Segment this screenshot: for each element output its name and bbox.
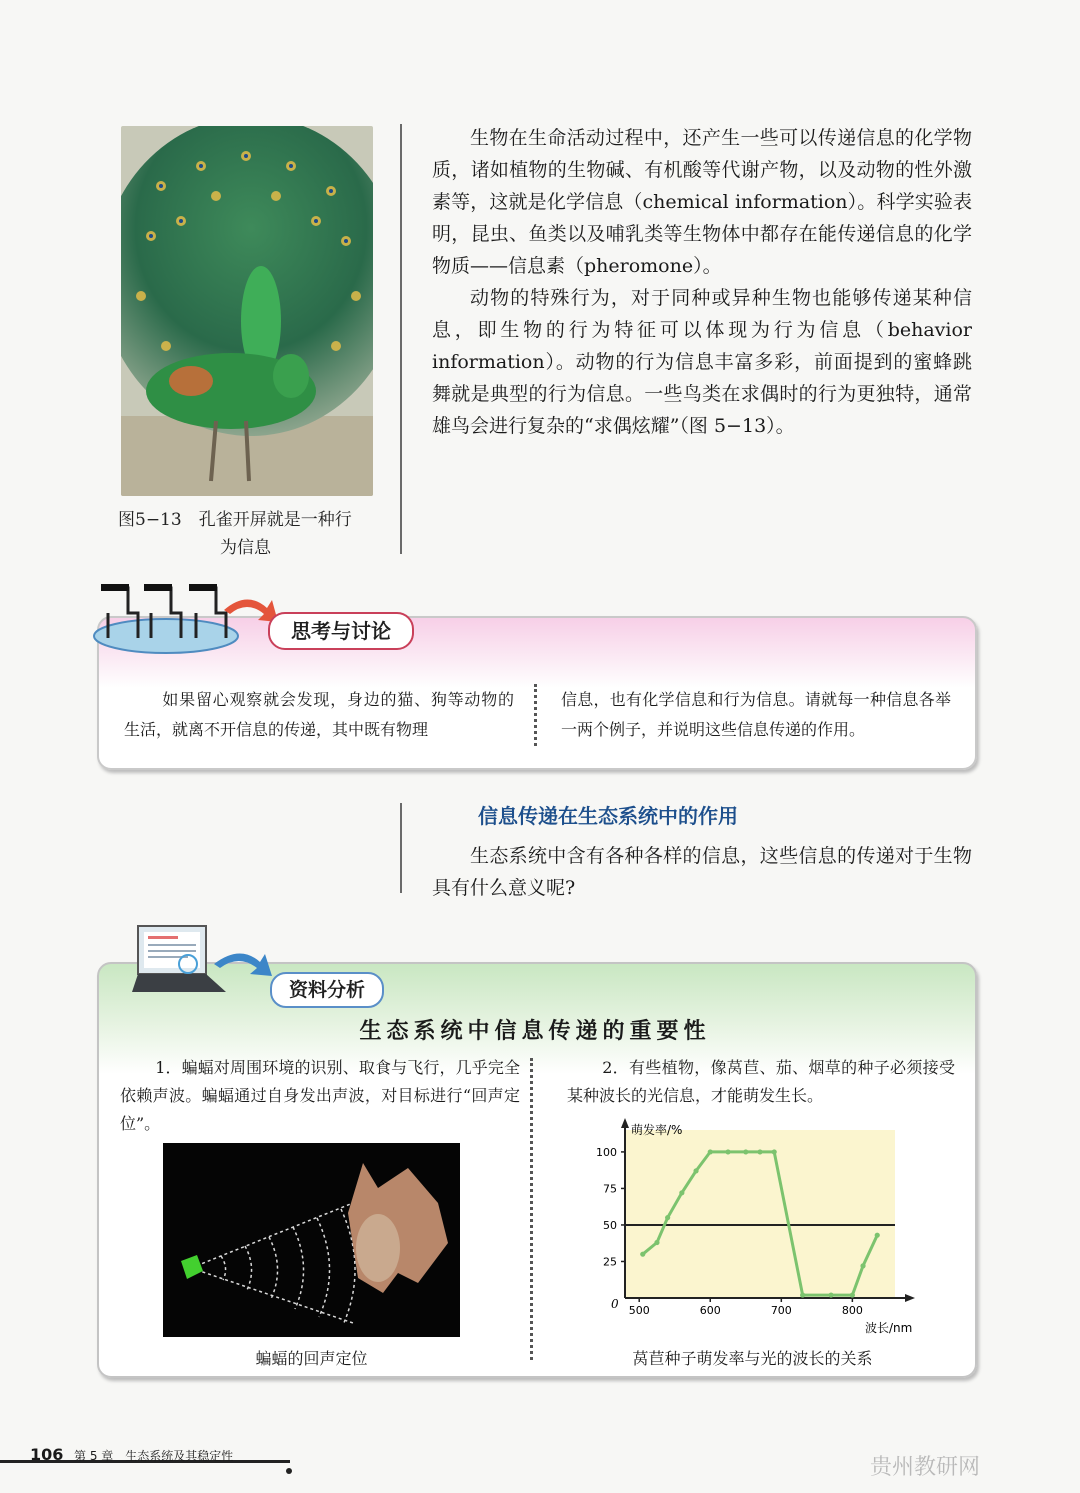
y-tick-label: 50 [603,1218,617,1232]
figure-caption [118,506,388,562]
data-point [743,1149,748,1154]
chart-caption: 莴苣种子萌发率与光的波长的关系 [632,1349,873,1368]
discussion-right-text: 信息，也有化学信息和行为信息。请就每一种信息各举一两个例子，并说明这些信息传递的作用。 [561,690,951,739]
bat-image [163,1143,460,1337]
x-tick-label: 600 [699,1304,721,1317]
footer-dot [286,1468,292,1474]
x-tick-label: 500 [628,1304,650,1317]
data-point [665,1215,670,1220]
arrow-icon [212,944,276,984]
data-point [800,1292,805,1297]
watermark: 贵州教研网 [870,1455,981,1480]
data-point [772,1149,777,1154]
origin-label: 0 [611,1297,619,1311]
x-axis-arrow [905,1294,915,1302]
figure-caption-line1: 图5−13 孔雀开屏就是一种行 [118,510,352,530]
section-text [432,840,972,904]
y-axis-label: 萌发率/% [631,1123,683,1137]
margin-rule [400,124,402,554]
peacock-image [121,126,373,496]
intro-text [432,122,972,442]
data-point [693,1168,698,1173]
data-point [850,1292,855,1297]
data-point [725,1149,730,1154]
data-point [654,1240,659,1245]
bat-caption: 蝙蝠的回声定位 [255,1349,368,1368]
intro-paragraph-1: 生物在生命活动过程中，还产生一些可以传递信息的化学物质，诸如植物的生物碱、有机酸等代谢产物，以及动物的性外激素等，这就是化学信息（chemical information）。科学实验表明，昆虫、鱼类以及哺乳类等生物体中都存在能传递信息的化学物质——信息素（pheromone）。 [432,127,972,277]
data-point [640,1252,645,1257]
section-heading: 信息传递在生态系统中的作用 [478,804,738,828]
x-axis-label: 波长/nm [865,1321,913,1335]
germination-chart [575,1118,955,1343]
page-number: 106 [30,1445,64,1464]
x-tick-label: 800 [841,1304,863,1317]
chapter-title: 第 5 章 生态系统及其稳定性 [74,1449,234,1463]
y-tick-label: 100 [596,1145,617,1159]
plot-background [625,1130,895,1298]
data-point [757,1149,762,1154]
data-left-text: 1．蝙蝠对周围环境的识别、取食与飞行，几乎完全依赖声波。蝙蝠通过自身发出声波，对目标进行“回声定位”。 [120,1058,520,1133]
data-point [860,1263,865,1268]
intro-paragraph-2: 动物的特殊行为，对于同种或异种生物也能够传递某种信息，即生物的行为特征可以体现为行为信息（behavior information）。动物的行为信息丰富多彩，前面提到的蜜蜂跳舞就是典型的行为信息。一些鸟类在求偶时的行为更独特，通常雄鸟会进行复杂的“求偶炫耀”（图 5−13）。 [432,287,972,437]
section-paragraph: 生态系统中含有各种各样的信息，这些信息的传递对于生物具有什么意义呢? [432,845,972,899]
data-point [679,1190,684,1195]
data-point [708,1149,713,1154]
y-tick-label: 25 [603,1255,617,1269]
data-point [828,1292,833,1297]
data-point [875,1233,880,1238]
figure-caption-line2: 为信息 [220,538,271,558]
column-divider [530,1058,533,1360]
margin-rule [400,803,402,893]
discussion-left-text: 如果留心观察就会发现，身边的猫、狗等动物的生活，就离不开信息的传递，其中既有物理 [124,690,514,739]
data-analysis-title: 生态系统中信息传递的重要性 [359,1018,711,1044]
x-tick-label: 700 [770,1304,792,1317]
data-right-text: 2．有些植物，像莴苣、茄、烟草的种子必须接受某种波长的光信息，才能萌发生长。 [567,1058,955,1105]
y-tick-label: 75 [603,1182,617,1196]
column-divider [534,684,537,746]
y-axis-arrow [621,1118,629,1128]
data-analysis-label: 资料分析 [270,972,384,1008]
discussion-label: 思考与讨论 [268,612,414,650]
